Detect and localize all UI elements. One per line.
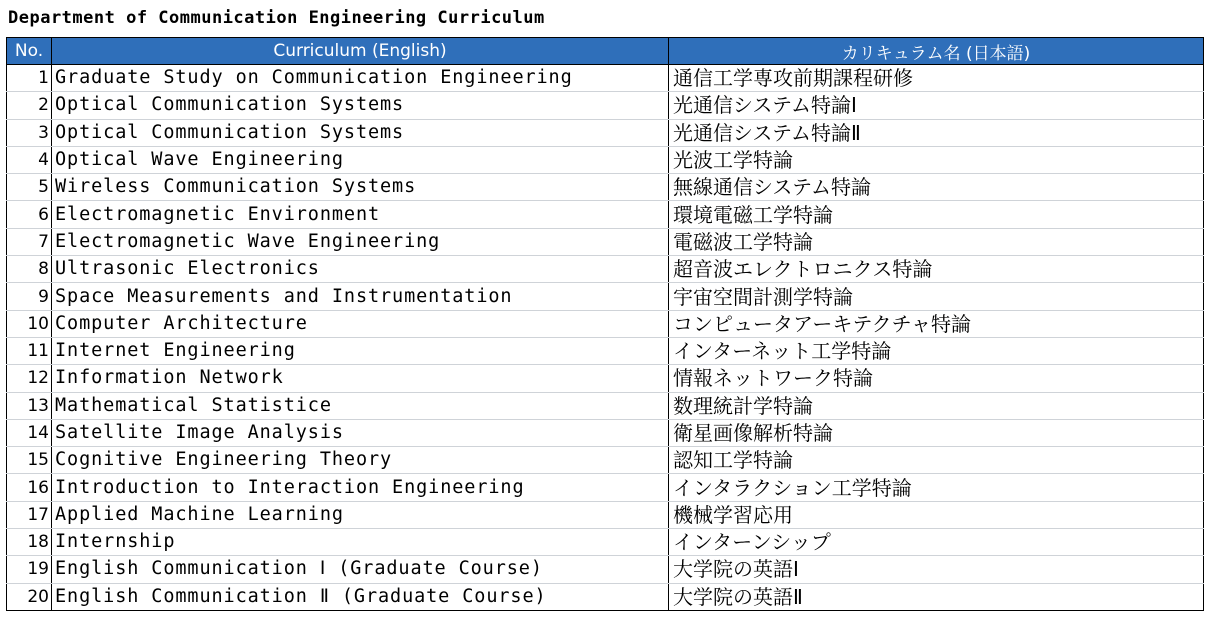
curriculum-english: Mathematical Statistice bbox=[52, 392, 669, 419]
curriculum-japanese: 超音波エレクトロニクス特論 bbox=[669, 256, 1204, 283]
row-number: 19 bbox=[7, 556, 52, 583]
curriculum-japanese: 衛星画像解析特論 bbox=[669, 419, 1204, 446]
table-row bbox=[7, 201, 1204, 228]
curriculum-english: English Communication Ⅰ (Graduate Course) bbox=[52, 556, 669, 583]
table-row bbox=[7, 283, 1204, 310]
curriculum-table bbox=[6, 37, 1204, 611]
table-row bbox=[7, 337, 1204, 364]
curriculum-english: Graduate Study on Communication Engineering bbox=[52, 65, 669, 92]
table-row bbox=[7, 529, 1204, 556]
curriculum-japanese: 大学院の英語Ⅱ bbox=[669, 583, 1204, 610]
row-number: 6 bbox=[7, 201, 52, 228]
curriculum-english: Optical Wave Engineering bbox=[52, 146, 669, 173]
curriculum-japanese: 電磁波工学特論 bbox=[669, 228, 1204, 255]
row-number: 8 bbox=[7, 256, 52, 283]
row-number: 4 bbox=[7, 146, 52, 173]
curriculum-japanese: 環境電磁工学特論 bbox=[669, 201, 1204, 228]
table-row bbox=[7, 419, 1204, 446]
curriculum-english: Optical Communication Systems bbox=[52, 92, 669, 119]
curriculum-english: Electromagnetic Wave Engineering bbox=[52, 228, 669, 255]
row-number: 11 bbox=[7, 337, 52, 364]
column-header-no: No. bbox=[7, 38, 52, 65]
row-number: 1 bbox=[7, 65, 52, 92]
row-number: 5 bbox=[7, 174, 52, 201]
table-row bbox=[7, 365, 1204, 392]
row-number: 12 bbox=[7, 365, 52, 392]
table-header bbox=[7, 38, 1204, 65]
curriculum-english: Internet Engineering bbox=[52, 337, 669, 364]
row-number: 15 bbox=[7, 447, 52, 474]
curriculum-japanese: インターンシップ bbox=[669, 529, 1204, 556]
curriculum-english: Internship bbox=[52, 529, 669, 556]
row-number: 14 bbox=[7, 419, 52, 446]
curriculum-english: Wireless Communication Systems bbox=[52, 174, 669, 201]
row-number: 2 bbox=[7, 92, 52, 119]
row-number: 18 bbox=[7, 529, 52, 556]
curriculum-english: Information Network bbox=[52, 365, 669, 392]
row-number: 20 bbox=[7, 583, 52, 610]
row-number: 9 bbox=[7, 283, 52, 310]
curriculum-english: Applied Machine Learning bbox=[52, 501, 669, 528]
table-row bbox=[7, 256, 1204, 283]
table-body bbox=[7, 65, 1204, 611]
row-number: 3 bbox=[7, 119, 52, 146]
table-row bbox=[7, 146, 1204, 173]
curriculum-english: Ultrasonic Electronics bbox=[52, 256, 669, 283]
header-row bbox=[7, 38, 1204, 65]
curriculum-japanese: 大学院の英語Ⅰ bbox=[669, 556, 1204, 583]
table-row bbox=[7, 583, 1204, 610]
curriculum-english: English Communication Ⅱ (Graduate Course) bbox=[52, 583, 669, 610]
curriculum-japanese: コンピュータアーキテクチャ特論 bbox=[669, 310, 1204, 337]
table-row bbox=[7, 556, 1204, 583]
curriculum-english: Electromagnetic Environment bbox=[52, 201, 669, 228]
curriculum-japanese: 宇宙空間計測学特論 bbox=[669, 283, 1204, 310]
curriculum-english: Satellite Image Analysis bbox=[52, 419, 669, 446]
table-row bbox=[7, 92, 1204, 119]
page-title: Department of Communication Engineering Curriculum bbox=[8, 8, 545, 28]
row-number: 13 bbox=[7, 392, 52, 419]
table-row bbox=[7, 310, 1204, 337]
curriculum-japanese: インタラクション工学特論 bbox=[669, 474, 1204, 501]
table-row bbox=[7, 174, 1204, 201]
curriculum-japanese: 情報ネットワーク特論 bbox=[669, 365, 1204, 392]
curriculum-english: Computer Architecture bbox=[52, 310, 669, 337]
table-row bbox=[7, 228, 1204, 255]
curriculum-japanese: インターネット工学特論 bbox=[669, 337, 1204, 364]
column-header-english: Curriculum (English) bbox=[52, 38, 669, 65]
curriculum-japanese: 数理統計学特論 bbox=[669, 392, 1204, 419]
curriculum-japanese: 光通信システム特論Ⅱ bbox=[669, 119, 1204, 146]
row-number: 17 bbox=[7, 501, 52, 528]
curriculum-japanese: 光通信システム特論Ⅰ bbox=[669, 92, 1204, 119]
table-row bbox=[7, 119, 1204, 146]
curriculum-english: Space Measurements and Instrumentation bbox=[52, 283, 669, 310]
curriculum-japanese: 無線通信システム特論 bbox=[669, 174, 1204, 201]
curriculum-japanese: 通信工学専攻前期課程研修 bbox=[669, 65, 1204, 92]
curriculum-japanese: 光波工学特論 bbox=[669, 146, 1204, 173]
table-row bbox=[7, 392, 1204, 419]
table-row bbox=[7, 65, 1204, 92]
curriculum-japanese: 認知工学特論 bbox=[669, 447, 1204, 474]
table-row bbox=[7, 501, 1204, 528]
row-number: 10 bbox=[7, 310, 52, 337]
curriculum-japanese: 機械学習応用 bbox=[669, 501, 1204, 528]
row-number: 16 bbox=[7, 474, 52, 501]
curriculum-english: Cognitive Engineering Theory bbox=[52, 447, 669, 474]
curriculum-english: Introduction to Interaction Engineering bbox=[52, 474, 669, 501]
curriculum-english: Optical Communication Systems bbox=[52, 119, 669, 146]
row-number: 7 bbox=[7, 228, 52, 255]
table-row bbox=[7, 474, 1204, 501]
column-header-japanese: カリキュラム名 (日本語) bbox=[669, 38, 1204, 65]
table-row bbox=[7, 447, 1204, 474]
